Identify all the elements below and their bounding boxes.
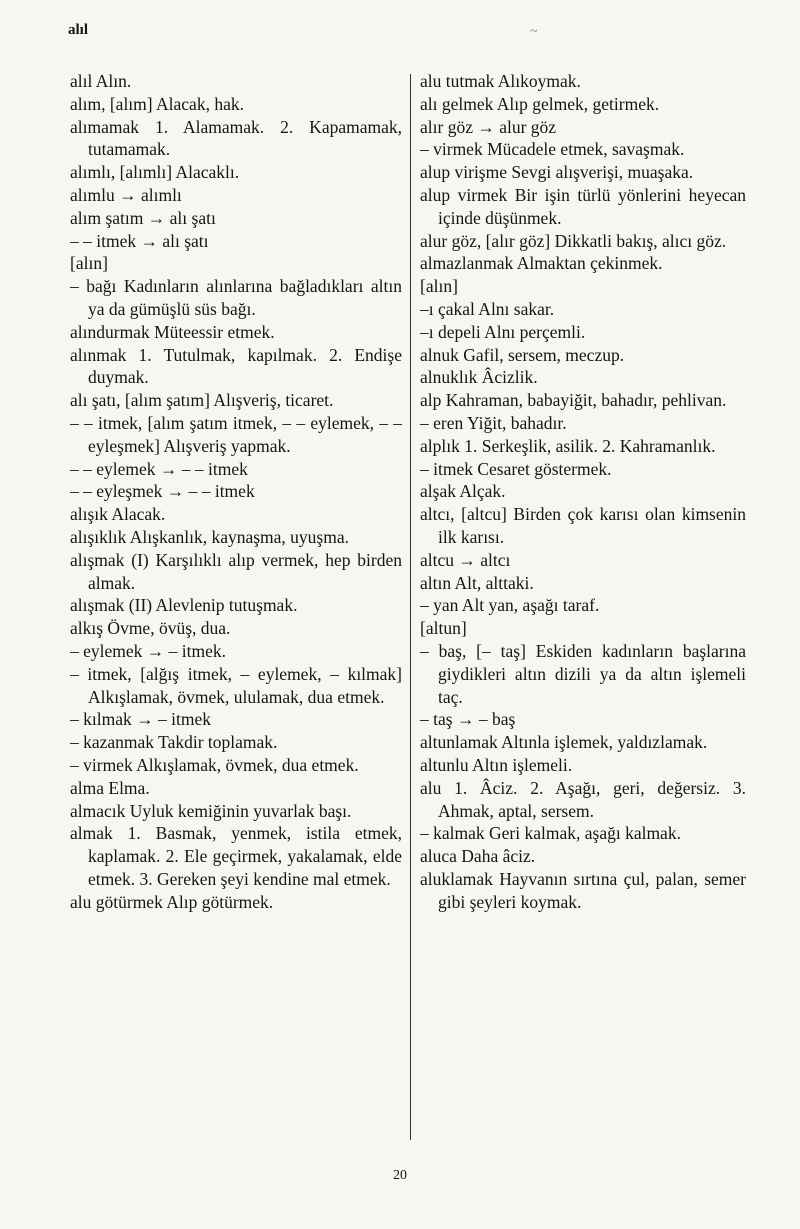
dictionary-entry: – – itmek, [alım şatım itmek, – – eylemek, – – eyleşmek] Alışveriş yapmak. (70, 412, 402, 456)
dictionary-entry: alur göz, [alır göz] Dikkatli bakış, alıcı göz. (420, 230, 727, 251)
dictionary-entry: alı gelmek Alıp gelmek, getirmek. (420, 93, 660, 114)
dictionary-entry: –ı depeli Alnı perçemli. (420, 321, 586, 342)
top-mark: ~ (530, 24, 538, 39)
dictionary-entry: – – eylemek → – – itmek (70, 458, 248, 479)
dictionary-entry: alma Elma. (70, 777, 150, 798)
dictionary-entry: alımlu → alımlı (70, 184, 182, 205)
dictionary-entry: alplık 1. Serkeşlik, asilik. 2. Kahramanlık. (420, 435, 716, 456)
dictionary-entry: [altun] (420, 618, 467, 639)
dictionary-entry: altcı, [altcu] Birden çok karısı olan kimsenin ilk karısı. (420, 504, 746, 547)
dictionary-entry: alışmak (II) Alevlenip tutuşmak. (70, 595, 298, 616)
dictionary-entry: altunlu Altın işlemeli. (420, 754, 573, 775)
dictionary-entry: – itmek Cesaret göstermek. (420, 458, 612, 479)
dictionary-entry: – kalmak Geri kalmak, aşağı kalmak. (420, 823, 681, 844)
dictionary-entry: alu 1. Âciz. 2. Aşağı, geri, değersiz. 3. Ahmak, aptal, sersem. (420, 777, 746, 821)
dictionary-entry: altunlamak Altınla işlemek, yaldızlamak. (420, 732, 708, 753)
dictionary-entry: – yan Alt yan, aşağı taraf. (420, 595, 600, 616)
dictionary-entry: aluca Daha âciz. (420, 846, 536, 867)
dictionary-entry: alım şatım → alı şatı (70, 207, 216, 228)
dictionary-entry: alıl Alın. (70, 71, 132, 91)
dictionary-entry: alışmak (I) Karşılıklı alıp vermek, hep birden almak. (70, 549, 402, 593)
dictionary-entry: – taş → – baş (420, 709, 516, 730)
column-divider (410, 74, 411, 1140)
dictionary-entry: alup virmek Bir işin türlü yönlerini heyecan içinde düşünmek. (420, 184, 746, 228)
dictionary-entry: – bağı Kadınların alınlarına bağladıkları altın ya da gümüşlü süs bağı. (70, 276, 402, 319)
dictionary-entry: – kılmak → – itmek (70, 709, 211, 730)
dictionary-entry: alu götürmek Alıp götürmek. (70, 891, 274, 912)
dictionary-entry: – – eyleşmek → – – itmek (70, 481, 255, 502)
dictionary-entry: [alın] (70, 253, 108, 274)
dictionary-entry: – virmek Alkışlamak, övmek, dua etmek. (70, 754, 359, 775)
dictionary-entry: aluklamak Hayvanın sırtına çul, palan, semer gibi şeyleri koymak. (420, 868, 746, 912)
dictionary-entry: alkış Övme, övüş, dua. (70, 618, 231, 639)
dictionary-entry: almazlanmak Almaktan çekinmek. (420, 253, 663, 274)
dictionary-entry: altcu → altcı (420, 549, 511, 570)
dictionary-entry: alnuk Gafil, sersem, meczup. (420, 344, 625, 365)
dictionary-entry: alımlı, [alımlı] Alacaklı. (70, 162, 240, 183)
page-number: 20 (393, 1168, 407, 1183)
dictionary-entry: alım, [alım] Alacak, hak. (70, 93, 244, 114)
dictionary-entry: alır göz → alur göz (420, 116, 557, 137)
running-head: alıl (68, 22, 89, 38)
dictionary-entry: – eren Yiğit, bahadır. (420, 412, 567, 433)
dictionary-entry: – – itmek → alı şatı (70, 230, 209, 251)
dictionary-entry: alnuklık Âcizlik. (420, 367, 538, 388)
dictionary-entry: alşak Alçak. (420, 481, 506, 502)
dictionary-entry: almacık Uyluk kemiğinin yuvarlak başı. (70, 800, 352, 821)
dictionary-entry: – itmek, [alğış itmek, – eylemek, – kılmak] Alkışlamak, övmek, ululamak, dua etmek. (70, 663, 402, 707)
dictionary-entry: alup virişme Sevgi alışverişi, muaşaka. (420, 162, 694, 183)
dictionary-entry: altın Alt, alttaki. (420, 572, 534, 593)
dictionary-entry: alınmak 1. Tutulmak, kapılmak. 2. Endişe duymak. (70, 344, 402, 388)
dictionary-entry: alındurmak Müteessir etmek. (70, 321, 275, 342)
dictionary-entry: – eylemek → – itmek. (70, 640, 227, 661)
dictionary-entry: alışıklık Alışkanlık, kaynaşma, uyuşma. (70, 526, 350, 547)
dictionary-entry: [alın] (420, 276, 458, 297)
dictionary-entry: alışık Alacak. (70, 504, 166, 525)
dictionary-entry: alı şatı, [alım şatım] Alışveriş, ticaret. (70, 390, 334, 411)
dictionary-entry: – kazanmak Takdir toplamak. (70, 732, 278, 753)
dictionary-entry: alp Kahraman, babayiğit, bahadır, pehlivan. (420, 390, 727, 411)
dictionary-entry: – virmek Mücadele etmek, savaşmak. (420, 139, 685, 160)
dictionary-entry: –ı çakal Alnı sakar. (420, 298, 555, 319)
left-column (70, 70, 402, 913)
right-column (420, 70, 746, 913)
dictionary-entry: alu tutmak Alıkoymak. (420, 71, 581, 91)
dictionary-entry: alımamak 1. Alamamak. 2. Kapamamak, tutamamak. (70, 116, 402, 160)
dictionary-entry: – baş, [– taş] Eskiden kadınların başlarına giydikleri altın dizili ya da altın işlemeli taç. (420, 640, 746, 707)
dictionary-entry: almak 1. Basmak, yenmek, istila etmek, kaplamak. 2. Ele geçirmek, yakalamak, elde etmek. 3. Gereken şeyi kendine mal etmek. (70, 823, 402, 889)
